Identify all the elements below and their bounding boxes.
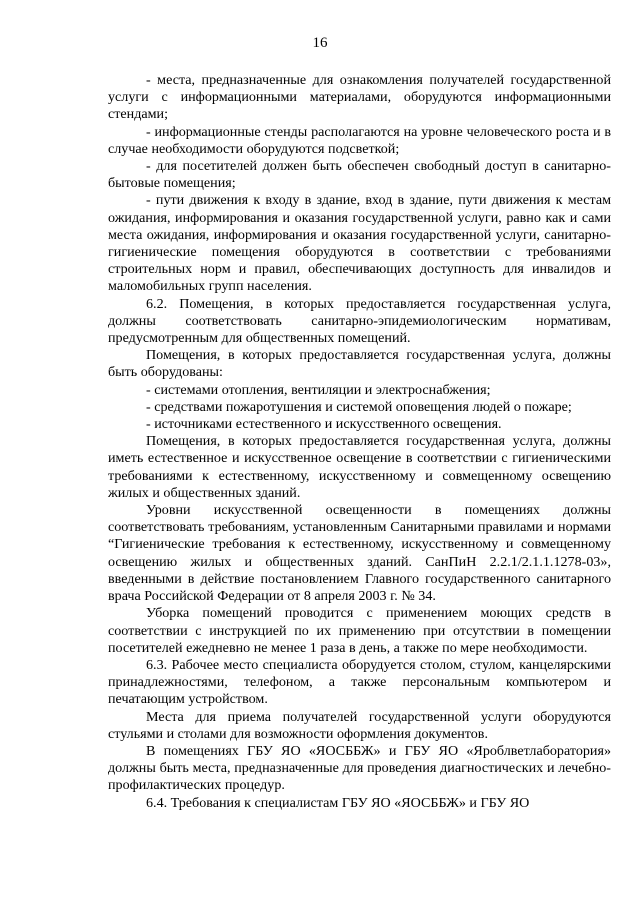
paragraph: - системами отопления, вентиляции и электроснабжения; [146,381,491,398]
paragraph: В помещениях ГБУ ЯО «ЯОСББЖ» и ГБУ ЯО «Яроблветлаборатория» должны быть места, предназначенные для проведения диагностических и лечебно-профилактических процедур. [108,742,611,794]
paragraph: Уборка помещений проводится с применением моющих средств в соответствии с инструкцией по их применению при отсутствии в помещении посетителей ежедневно не менее 1 раза в день, а также по мере необходимости. [108,605,611,656]
paragraph: 6.4. Требования к специалистам ГБУ ЯО «ЯОСББЖ» и ГБУ ЯО [146,794,530,811]
paragraph: - места, предназначенные для ознакомления получателей государственной услуги с информационными материалами, оборудуются информационными стендами; [108,72,611,123]
paragraph: Уровни искусственной освещенности в помещениях должны соответствовать требованиям, установленным Санитарными правилами и нормами “Гигиенические требования к естественному, искусственному и совмещенному освещению жилых и общественных зданий. СанПиН 2.2.1/2.1.1.1278-03», введенными в действие постановлением Главного государственного санитарного врача Российской Федерации от 8 апреля 2003 г. № 34. [108,502,611,605]
paragraph: - пути движения к входу в здание, вход в здание, пути движения к местам ожидания, информирования и оказания государственной услуги, равно как и сами места ожидания, информирования и оказания государственной услуги, санитарно-гигиенические помещения оборудуются в соответствии с требованиями строительных норм и правил, обеспечивающих доступность для инвалидов и маломобильных групп населения. [108,192,611,295]
paragraph: 6.3. Рабочее место специалиста оборудуется столом, стулом, канцелярскими принадлежностями, телефоном, а также персональным компьютером и печатающим устройством. [108,656,611,708]
paragraph: - для посетителей должен быть обеспечен свободный доступ в санитарно-бытовые помещения; [108,158,611,192]
paragraph: Места для приема получателей государственной услуги оборудуются стульями и столами для возможности оформления документов. [108,708,611,742]
paragraph: - источниками естественного и искусственного освещения. [146,416,502,433]
paragraph: Помещения, в которых предоставляется государственная услуга, должны быть оборудованы: [108,347,611,381]
paragraph: 6.2. Помещения, в которых предоставляется государственная услуга, должны соответствовать санитарно-эпидемиологическим нормативам, предусмотренным для общественных помещений. [108,295,611,347]
page-number: 16 [312,35,328,51]
paragraph: - средствами пожаротушения и системой оповещения людей о пожаре; [146,398,572,415]
paragraph: - информационные стенды располагаются на уровне человеческого роста и в случае необходимости оборудуются подсветкой; [108,123,611,157]
paragraph: Помещения, в которых предоставляется государственная услуга, должны иметь естественное и искусственное освещение в соответствии с гигиеническими требованиями к естественному, искусственному и совмещенному освещению жилых и общественных зданий. [108,433,611,501]
document-body [108,72,611,812]
